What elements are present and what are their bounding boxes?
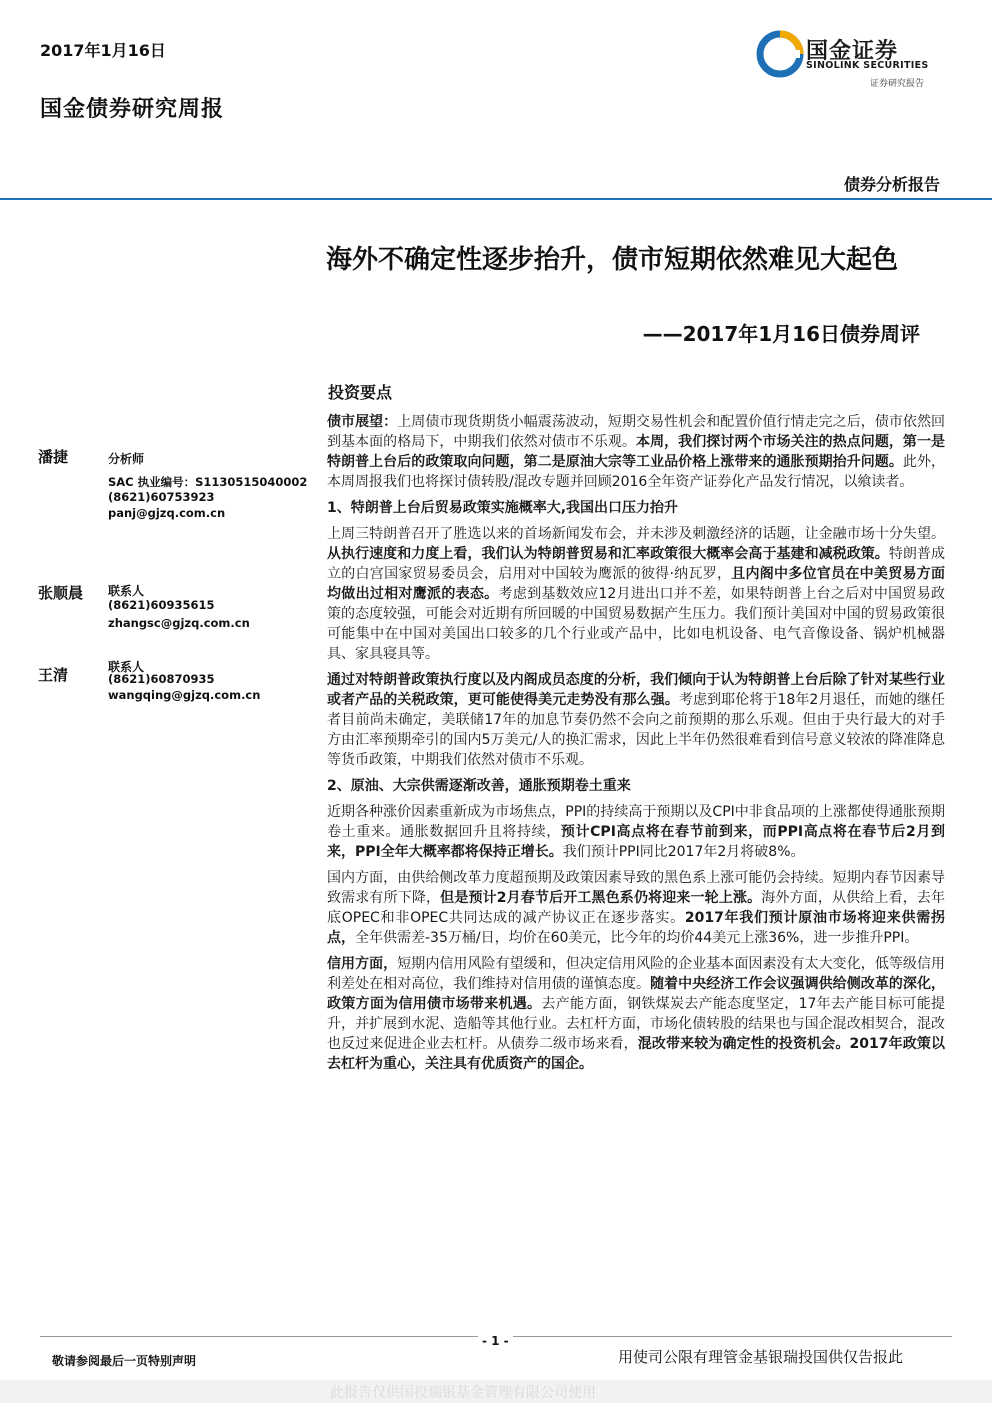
analyst-card <box>38 446 308 526</box>
contact-phone: (8621)60870935 <box>108 672 215 686</box>
analyst-name: 潘捷 <box>38 448 69 466</box>
contact-name: 张顺晨 <box>38 584 84 602</box>
report-type: 债券分析报告 <box>843 175 940 194</box>
paragraph-inflation: 近期各种涨价因素重新成为市场焦点，PPI的持续高于预期以及CPI中非食品项的上涨都使得通胀预期卷土重来。通胀数据回升且将持续，预计CPI高点将在春节前到来，而PPI高点将在春节后2月到来，PPI全年大概率都将保持正增长。我们预计PPI同比2017年2月将破8%。 <box>327 804 946 860</box>
disclaimer-note: 敬请参阅最后一页特别声明 <box>52 1354 197 1368</box>
paragraph-dollar-outlook: 通过对特朗普政策执行度以及内阁成员态度的分析，我们倾向于认为特朗普上台后除了针对某些行业或者产品的关税政策，更可能使得美元走势没有那么强。考虑到耶伦将于18年2月退任，而她的继任者目前尚未确定，美联储17年的加息节奏仍然不会向之前预期的那么乐观。但由于央行最大的对手方由汇率预期牵引的国内5万美元/人的换汇需求，因此上半年仍然很难看到信号意义较浓的降准降息等货币政策，中期我们依然对债市不乐观。 <box>327 672 945 768</box>
contact-phone: (8621)60935615 <box>108 598 215 612</box>
contact-role: 联系人 <box>108 584 145 598</box>
paragraph-domestic-overseas: 国内方面，由供给侧改革力度超预期及政策因素导致的黑色系上涨可能仍会持续。短期内春节因素导致需求有所下降，但是预计2月春节后开工黑色系仍将迎来一轮上涨。海外方面，从供给上看，去年底OPEC和非OPEC共同达成的减产协议正在逐步落实。2017年我们预计原油市场将迎来供需拐点，全年供需差-35万桶/日，均价在60美元，比今年的均价44美元上涨36%，进一步推升PPI。 <box>327 870 946 946</box>
contact-email[interactable]: zhangsc@gjzq.com.cn <box>108 616 250 630</box>
contact-email[interactable]: wangqing@gjzq.com.cn <box>108 688 261 702</box>
paragraph-credit: 信用方面，短期内信用风险有望缓和，但决定信用风险的企业基本面因素没有太大变化，低等级信用利差处在相对高位，我们维持对信用债的谨慎态度。随着中央经济工作会议强调供给侧改革的深化，政策方面为信用债市场带来机遇。去产能方面，钢铁煤炭去产能态度坚定，17年去产能目标可能提升，并扩展到水泥、造船等其他行业。去杠杆方面，市场化债转股的结果也与国企混改相契合，混改也反过来促进企业去杠杆。从债券二级市场来看，混改带来较为确定性的投资机会。2017年政策以去杠杆为重心，关注具有优质资产的国企。 <box>327 956 946 1072</box>
section-heading: 2、原油、大宗供需逐渐改善，通胀预期卷土重来 <box>327 778 631 794</box>
report-title: 海外不确定性逐步抬升，债市短期依然难见大起色 <box>326 245 899 275</box>
header-divider <box>0 198 992 200</box>
sinolink-logo-icon <box>756 30 804 78</box>
contact-role: 联系人 <box>108 660 145 674</box>
usage-notice: 用使司公限有理管金基银瑞投国供仅告报此 <box>618 1348 904 1366</box>
logo-english-name: SINOLINK SECURITIES <box>806 60 929 71</box>
analyst-role: 分析师 <box>108 452 145 466</box>
report-subtitle: ——2017年1月16日债券周评 <box>642 322 920 346</box>
watermark-text: 此报告仅供国投瑞银基金管理有限公司使用 <box>330 1385 596 1401</box>
page-number: - 1 - <box>478 1334 513 1348</box>
analyst-phone: (8621)60753923 <box>108 490 215 504</box>
analyst-email[interactable]: panj@gjzq.com.cn <box>108 506 226 520</box>
report-date: 2017年1月16日 <box>40 41 166 60</box>
paragraph-trump-policy: 上周三特朗普召开了胜选以来的首场新闻发布会，并未涉及刺激经济的话题，让金融市场十分失望。从执行速度和力度上看，我们认为特朗普贸易和汇率政策很大概率会高于基建和减税政策。特朗普成立的白宫国家贸易委员会，启用对中国较为鹰派的彼得·纳瓦罗，且内阁中多位官员在中美贸易方面均做出过相对鹰派的表态。考虑到基数效应12月进出口并不差，如果特朗普上台之后对中国贸易政策的态度较强，可能会对近期有所回暖的中国贸易数据产生压力。我们预计美国对中国的贸易政策很可能集中在中国对美国出口较多的几个行业或产品中，比如电机设备、电气音像设备、锅炉机械器具、家具寝具等。 <box>327 526 946 662</box>
analyst-sac-number: SAC 执业编号：S1130515040002 <box>108 475 308 489</box>
logo-subtitle: 证券研究报告 <box>870 79 925 89</box>
investment-highlights-heading: 投资要点 <box>328 383 393 402</box>
report-series-title: 国金债券研究周报 <box>40 97 225 122</box>
section-heading: 1、特朗普上台后贸易政策实施概率大,我国出口压力抬升 <box>327 500 679 516</box>
contact-card <box>38 582 308 634</box>
paragraph-bond-outlook: 债市展望：上周债市现货期货小幅震荡波动，短期交易性机会和配置价值行情走完之后，债市依然回到基本面的格局下，中期我们依然对债市不乐观。本周，我们探讨两个市场关注的热点问题，第一是特朗普上台后的政策取向问题，第二是原油大宗等工业品价格上涨带来的通胀预期抬升问题。此外，本周周报我们也将探讨债转股/混改专题并回顾2016全年资产证券化产品发行情况，以飨读者。 <box>327 414 946 490</box>
contact-name: 王清 <box>38 666 69 684</box>
logo-chinese-name: 国金证券 <box>806 39 899 64</box>
contact-card <box>38 658 308 710</box>
report-body <box>327 412 945 1080</box>
